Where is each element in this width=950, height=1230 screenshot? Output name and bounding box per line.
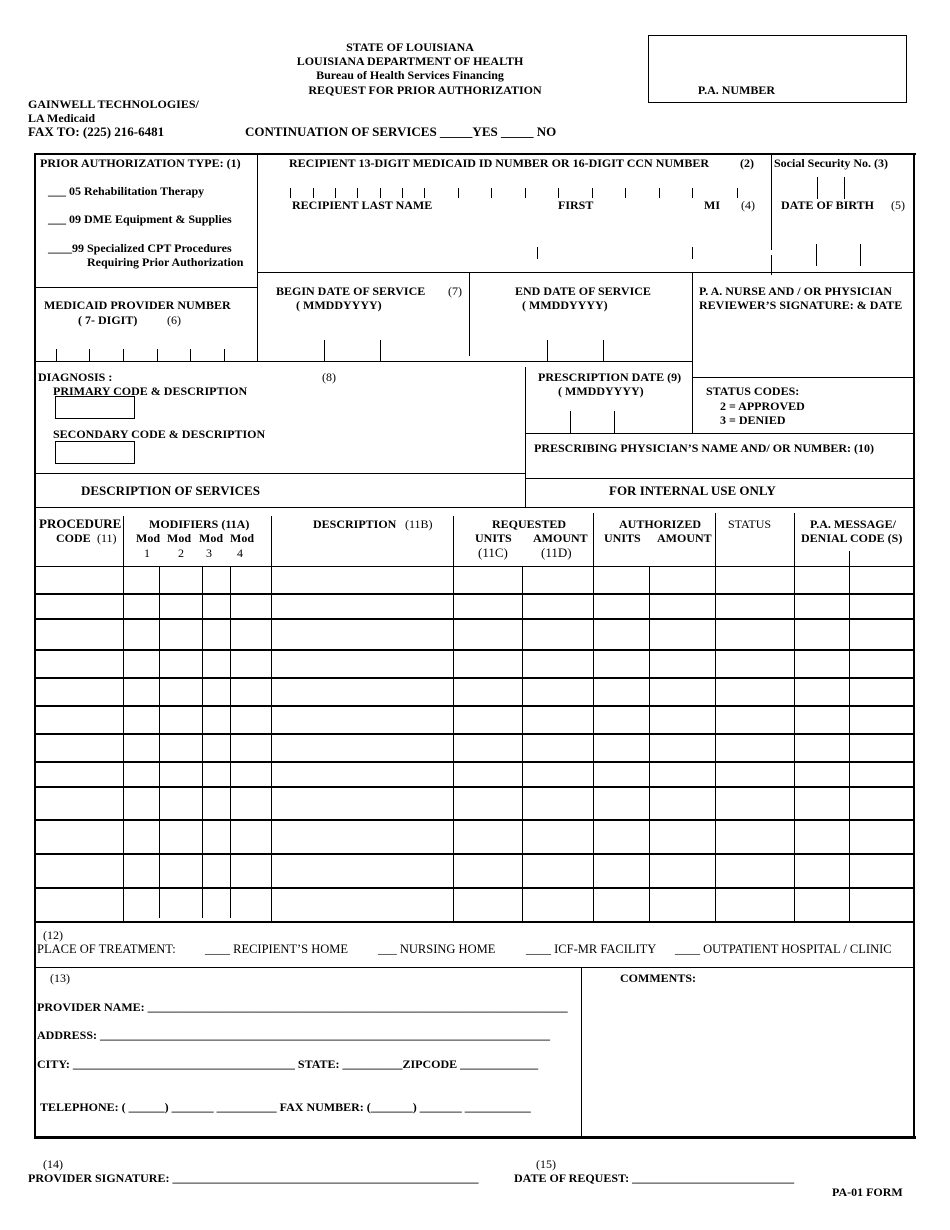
table-row[interactable] <box>34 887 915 889</box>
col-auth-amount: AMOUNT <box>657 531 712 545</box>
table-row[interactable] <box>34 593 915 595</box>
col-req-units-num: (11C) <box>478 545 508 560</box>
col-mod-num-2: 2 <box>178 546 184 560</box>
col-divider <box>453 516 454 566</box>
divider-recipient-bottom <box>257 272 915 273</box>
treatment-num: (12) <box>43 928 63 942</box>
address-field[interactable]: ADDRESS: ___________________________________________________________________________ <box>37 1028 551 1042</box>
primary-code-input[interactable] <box>55 396 135 419</box>
treatment-option-nursing[interactable]: ___ NURSING HOME <box>378 942 496 956</box>
begin-tick <box>380 340 381 361</box>
prescribing-physician-label[interactable]: PRESCRIBING PHYSICIAN’S NAME AND/ OR NUMBER: (10) <box>534 441 875 455</box>
id-tick <box>335 188 336 198</box>
id-tick <box>402 188 403 198</box>
org-name: GAINWELL TECHNOLOGIES/ <box>28 97 199 111</box>
diagnosis-label: DIAGNOSIS : <box>38 370 113 384</box>
prov-tick <box>89 349 90 361</box>
id-tick <box>357 188 358 198</box>
ssn-label: Social Security No. (3) <box>774 156 888 170</box>
end-tick <box>603 340 604 361</box>
table-header-bottom <box>34 566 915 567</box>
id-tick <box>737 188 738 198</box>
treatment-option-outpatient[interactable]: ____ OUTPATIENT HOSPITAL / CLINIC <box>675 942 892 956</box>
pa-type-option-99-sub: Requiring Prior Authorization <box>87 255 244 269</box>
begin-date-label: BEGIN DATE OF SERVICE <box>276 284 426 298</box>
id-tick <box>380 188 381 198</box>
diagnosis-num: (8) <box>322 370 336 384</box>
frame-left-border <box>34 153 36 1138</box>
recipient-first-name-label: FIRST <box>558 198 594 212</box>
col-divider <box>593 513 594 566</box>
reviewer-label-line2: REVIEWER’S SIGNATURE: & DATE <box>699 298 903 312</box>
recipient-mi-label: MI <box>704 198 720 212</box>
prov-tick <box>157 349 158 361</box>
id-tick <box>290 188 291 198</box>
col-mod-4: Mod <box>230 531 254 545</box>
divider-diagnosis <box>525 367 526 507</box>
frame-right-border <box>913 153 915 1138</box>
provider-number-label: MEDICAID PROVIDER NUMBER <box>44 298 231 312</box>
pa-type-option-99[interactable]: ____99 Specialized CPT Procedures <box>48 241 232 255</box>
secondary-code-input[interactable] <box>55 441 135 464</box>
table-row[interactable] <box>34 761 915 763</box>
id-tick <box>491 188 492 198</box>
treatment-option-home[interactable]: ____ RECIPIENT’S HOME <box>205 942 349 956</box>
col-divider <box>271 516 272 566</box>
pa-number-box[interactable] <box>648 35 907 103</box>
id-tick <box>625 188 626 198</box>
id-tick <box>692 188 693 198</box>
id-tick <box>592 188 593 198</box>
recipient-last-name-label: RECIPIENT LAST NAME <box>292 198 433 212</box>
col-auth-units: UNITS <box>604 531 641 545</box>
col-divider <box>123 516 124 566</box>
telephone-fax-field[interactable]: TELEPHONE: ( ______) _______ __________ FAX NUMBER: (_______) _______ ___________ <box>40 1100 531 1114</box>
col-modifiers: MODIFIERS (11A) <box>149 517 250 531</box>
col-mod-num-1: 1 <box>144 546 150 560</box>
table-row[interactable] <box>34 618 915 620</box>
org-subname: LA Medicaid <box>28 111 96 125</box>
date-of-request-num: (15) <box>536 1157 556 1171</box>
status-code-approved: 2 = APPROVED <box>720 399 805 413</box>
col-mod-2: Mod <box>167 531 191 545</box>
col-divider <box>715 513 716 566</box>
col-mod-num-4: 4 <box>237 546 243 560</box>
dob-tick <box>816 244 817 266</box>
col-req-amount-num: (11D) <box>541 545 572 560</box>
end-date-label: END DATE OF SERVICE <box>515 284 651 298</box>
name-tick <box>537 247 538 259</box>
place-of-treatment-label: PLACE OF TREATMENT: <box>37 942 176 956</box>
header-state: STATE OF LOUISIANA <box>346 40 474 54</box>
prov-tick <box>123 349 124 361</box>
provider-number-sub: ( 7- DIGIT) <box>78 313 138 327</box>
divider-dates <box>469 273 470 356</box>
prov-tick <box>190 349 191 361</box>
recipient-mi-num: (4) <box>741 198 755 212</box>
internal-use-title: FOR INTERNAL USE ONLY <box>609 483 776 498</box>
col-mod-3: Mod <box>199 531 223 545</box>
id-tick <box>525 188 526 198</box>
dob-label: DATE OF BIRTH <box>781 198 874 212</box>
description-of-services-title: DESCRIPTION OF SERVICES <box>81 483 260 498</box>
id-tick <box>659 188 660 198</box>
begin-date-num: (7) <box>448 284 462 298</box>
treatment-option-icf[interactable]: ____ ICF-MR FACILITY <box>526 942 657 956</box>
col-authorized: AUTHORIZED <box>619 517 702 531</box>
recipient-id-num: (2) <box>740 156 754 170</box>
divider-treatment-bottom <box>34 967 915 968</box>
pa-number-label: P.A. NUMBER <box>697 83 776 97</box>
divider-diagnosis-bottom <box>34 473 526 474</box>
dob-tick <box>860 244 861 266</box>
id-tick <box>424 188 425 198</box>
continuation-of-services[interactable]: CONTINUATION OF SERVICES _____YES _____ NO <box>245 124 557 139</box>
ssn-tick <box>844 177 845 199</box>
name-tick <box>692 247 693 259</box>
col-divider <box>849 551 850 566</box>
begin-date-format: ( MMDDYYYY) <box>296 298 382 312</box>
frame-bottom-border <box>34 1136 916 1139</box>
rx-tick <box>614 411 615 433</box>
col-req-units: UNITS <box>475 531 512 545</box>
prov-tick <box>56 349 57 361</box>
col-requested: REQUESTED <box>492 517 567 531</box>
signature-num: (14) <box>43 1157 63 1171</box>
recipient-id-label: RECIPIENT 13-DIGIT MEDICAID ID NUMBER OR 16-DIGIT CCN NUMBER <box>289 156 710 170</box>
col-mod-1: Mod <box>136 531 160 545</box>
divider-pa-type-bottom <box>34 287 258 288</box>
form-id: PA-01 FORM <box>832 1185 903 1199</box>
divider-pa-type <box>257 155 258 362</box>
divider-ssn <box>771 155 772 250</box>
status-code-denied: 3 = DENIED <box>720 413 786 427</box>
col-procedure-num: (11) <box>97 531 117 545</box>
pa-type-title: PRIOR AUTHORIZATION TYPE: (1) <box>40 156 241 170</box>
header-bureau: Bureau of Health Services Financing <box>316 68 504 82</box>
primary-code-label: PRIMARY CODE & DESCRIPTION <box>53 384 248 398</box>
frame-top-border <box>34 153 916 155</box>
divider-comments <box>581 967 582 1137</box>
table-row[interactable] <box>34 819 915 821</box>
provider-name-field[interactable]: PROVIDER NAME: ______________________________________________________________________ <box>37 1000 568 1014</box>
table-row[interactable] <box>34 677 915 679</box>
col-procedure-code: CODE <box>56 531 91 545</box>
col-status: STATUS <box>728 517 772 531</box>
secondary-code-label: SECONDARY CODE & DESCRIPTION <box>53 427 266 441</box>
col-divider <box>794 513 795 566</box>
provider-info-num: (13) <box>50 971 70 985</box>
provider-number-num: (6) <box>167 313 181 327</box>
col-description: DESCRIPTION <box>313 517 397 531</box>
form-title: REQUEST FOR PRIOR AUTHORIZATION <box>308 83 542 97</box>
col-pa-message: P.A. MESSAGE/ <box>810 517 896 531</box>
table-row[interactable] <box>34 705 915 707</box>
comments-label[interactable]: COMMENTS: <box>620 971 696 985</box>
dob-num: (5) <box>891 198 905 212</box>
end-tick <box>547 340 548 361</box>
col-req-amount: AMOUNT <box>533 531 588 545</box>
header-department: LOUISIANA DEPARTMENT OF HEALTH <box>296 54 524 68</box>
id-tick <box>313 188 314 198</box>
fax-number: FAX TO: (225) 216-6481 <box>28 124 165 139</box>
table-row[interactable] <box>34 733 915 735</box>
divider-services-title <box>34 507 915 508</box>
prescription-date-label: PRESCRIPTION DATE (9) <box>538 370 682 384</box>
col-description-num: (11B) <box>405 517 433 531</box>
date-of-request-field[interactable]: DATE OF REQUEST: ___________________________ <box>514 1171 795 1185</box>
id-tick <box>458 188 459 198</box>
col-mod-num-3: 3 <box>206 546 212 560</box>
ssn-tick <box>817 177 818 199</box>
pa-type-option-05[interactable]: ___ 05 Rehabilitation Therapy <box>48 184 205 198</box>
table-bottom <box>34 921 915 923</box>
divider-provider-bottom <box>34 361 693 362</box>
table-row[interactable] <box>34 853 915 855</box>
end-date-format: ( MMDDYYYY) <box>522 298 608 312</box>
city-state-zip-field[interactable]: CITY: _____________________________________ STATE: __________ZIPCODE _____________ <box>37 1057 539 1071</box>
divider-reviewer-bottom <box>692 377 915 378</box>
id-tick <box>558 188 559 198</box>
col-procedure: PROCEDURE <box>39 516 122 531</box>
prescription-date-format: ( MMDDYYYY) <box>558 384 644 398</box>
divider-rx-bottom <box>525 433 915 434</box>
col-denial-code: DENIAL CODE (S) <box>801 531 903 545</box>
divider-reviewer <box>692 273 693 434</box>
table-row[interactable] <box>34 786 915 788</box>
rx-tick <box>570 411 571 433</box>
prov-tick <box>224 349 225 361</box>
status-codes-title: STATUS CODES: <box>706 384 800 398</box>
table-row[interactable] <box>34 649 915 651</box>
reviewer-label-line1: P. A. NURSE AND / OR PHYSICIAN <box>699 284 892 298</box>
pa-type-option-09[interactable]: ___ 09 DME Equipment & Supplies <box>48 212 232 226</box>
provider-signature-field[interactable]: PROVIDER SIGNATURE: ___________________________________________________ <box>28 1171 479 1185</box>
begin-tick <box>324 340 325 361</box>
divider-physician-bottom <box>525 478 915 479</box>
